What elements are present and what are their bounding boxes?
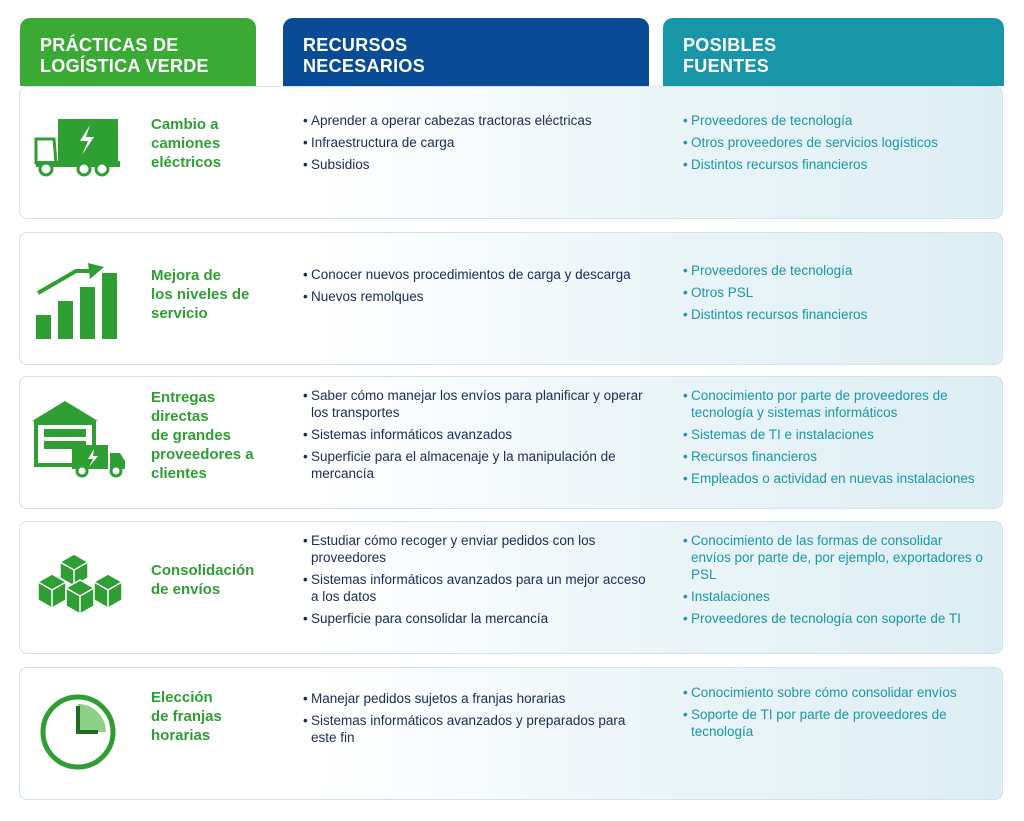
practice-title-line: los niveles de: [151, 286, 250, 303]
practice-title-line: de envíos: [151, 581, 221, 598]
source-item: • Distintos recursos financieros: [683, 306, 983, 323]
practice-title-line: eléctricos: [151, 154, 222, 171]
source-item: • Recursos financieros: [683, 448, 983, 465]
growth-bar-chart-icon: [32, 253, 128, 343]
resource-item: • Superficie para consolidar la mercancía: [303, 610, 648, 627]
source-item: • Empleados o actividad en nuevas instalaciones: [683, 470, 983, 487]
practice-title: [151, 561, 291, 599]
header-practices: [20, 18, 256, 86]
source-item: • Sistemas de TI e instalaciones: [683, 426, 983, 443]
practice-title-line: Entregas: [151, 389, 216, 406]
header-resources: [283, 18, 649, 86]
resource-item: • Saber cómo manejar los envíos para planificar y operar los transportes: [303, 387, 648, 421]
practice-title-line: clientes: [151, 465, 207, 482]
header-practices-line-2: LOGÍSTICA VERDE: [40, 56, 209, 76]
clock-time-slot-icon: [32, 688, 128, 778]
source-item: • Otros proveedores de servicios logísticos: [683, 134, 983, 151]
sources-list: [683, 387, 983, 492]
sources-list: [683, 532, 983, 632]
resource-item: • Sistemas informáticos avanzados para un mejor acceso a los datos: [303, 571, 648, 605]
source-item: • Proveedores de tecnología: [683, 262, 983, 279]
resource-item: • Aprender a operar cabezas tractoras eléctricas: [303, 112, 648, 129]
resources-list: [303, 266, 648, 310]
practice-title-line: camiones: [151, 135, 221, 152]
header-sources-line-1: POSIBLES: [683, 35, 777, 55]
sources-list: [683, 112, 983, 178]
header-practices-line-1: PRÁCTICAS DE: [40, 35, 179, 55]
practice-title-line: servicio: [151, 305, 208, 322]
header-resources-line-2: NECESARIOS: [303, 56, 426, 76]
resource-item: • Subsidios: [303, 156, 648, 173]
resource-item: • Conocer nuevos procedimientos de carga y descarga: [303, 266, 648, 283]
header-resources-line-1: RECURSOS: [303, 35, 408, 55]
practice-title-line: Cambio a: [151, 116, 219, 133]
source-item: • Soporte de TI por parte de proveedores de tecnología: [683, 706, 983, 740]
resource-item: • Infraestructura de carga: [303, 134, 648, 151]
practice-row: [19, 86, 1003, 219]
practice-row: [19, 667, 1003, 800]
source-item: • Conocimiento por parte de proveedores de tecnología y sistemas informáticos: [683, 387, 983, 421]
practice-title: [151, 688, 291, 745]
source-item: • Otros PSL: [683, 284, 983, 301]
source-item: • Instalaciones: [683, 588, 983, 605]
practice-title: [151, 266, 291, 323]
electric-truck-icon: [32, 109, 128, 199]
practice-row: [19, 232, 1003, 365]
practice-title: [151, 115, 291, 172]
source-item: • Conocimiento sobre cómo consolidar envíos: [683, 684, 983, 701]
practice-title-line: Consolidación: [151, 562, 255, 579]
practice-title-line: de franjas: [151, 708, 222, 725]
source-item: • Proveedores de tecnología: [683, 112, 983, 129]
resources-list: [303, 532, 648, 632]
header-sources-line-2: FUENTES: [683, 56, 770, 76]
sources-list: [683, 262, 983, 328]
stacked-boxes-icon: [32, 544, 128, 634]
practice-title-line: directas: [151, 408, 209, 425]
resource-item: • Manejar pedidos sujetos a franjas horarias: [303, 690, 648, 707]
practice-title-line: Mejora de: [151, 267, 222, 284]
source-item: • Proveedores de tecnología con soporte de TI: [683, 610, 983, 627]
resources-list: [303, 690, 648, 751]
resource-item: • Superficie para el almacenaje y la manipulación de mercancía: [303, 448, 648, 482]
practice-title-line: proveedores a: [151, 446, 254, 463]
resource-item: • Nuevos remolques: [303, 288, 648, 305]
sources-list: [683, 684, 983, 745]
resources-list: [303, 112, 648, 178]
practice-title-line: horarias: [151, 727, 211, 744]
source-item: • Conocimiento de las formas de consolidar envíos por parte de, por ejemplo, exportadores o PSL: [683, 532, 983, 583]
resource-item: • Sistemas informáticos avanzados y preparados para este fin: [303, 712, 648, 746]
source-item: • Distintos recursos financieros: [683, 156, 983, 173]
practice-title: [151, 388, 291, 483]
resource-item: • Estudiar cómo recoger y enviar pedidos con los proveedores: [303, 532, 648, 566]
practice-row: [19, 376, 1003, 509]
warehouse-truck-icon: [32, 397, 128, 487]
header-sources: [663, 18, 1004, 86]
practice-title-line: de grandes: [151, 427, 232, 444]
practice-row: [19, 521, 1003, 654]
resources-list: [303, 387, 648, 487]
practice-title-line: Elección: [151, 689, 213, 706]
resource-item: • Sistemas informáticos avanzados: [303, 426, 648, 443]
